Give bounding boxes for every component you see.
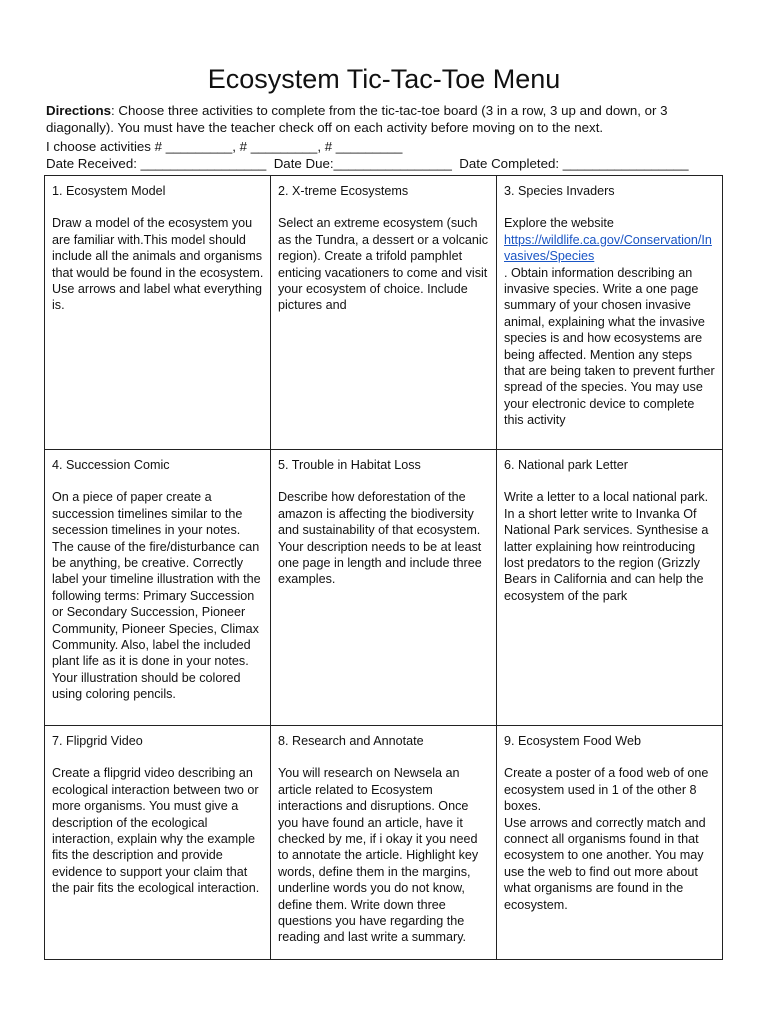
activity-description: You will research on Newsela an article related to Ecosystem interactions and disruptions. Once you have found an article, have it checked by me, if i okay it you need to annotate the article. Highlight key words, define them in the margins, underline words you do not know, define them. Write down three questions you have regarding the reading and last write a summary. xyxy=(278,766,479,945)
activity-title: 2. X-treme Ecosystems xyxy=(278,184,409,198)
activity-cell-2 xyxy=(271,176,497,450)
page-title: Ecosystem Tic-Tac-Toe Menu xyxy=(207,64,561,94)
activity-title: 3. Species Invaders xyxy=(504,184,615,198)
activity-cell-1 xyxy=(45,176,271,450)
activity-title: 5. Trouble in Habitat Loss xyxy=(278,458,421,472)
activity-title: 9. Ecosystem Food Web xyxy=(504,734,641,748)
activity-description: Draw a model of the ecosystem you are familiar with.This model should include all the animals and organisms that would be found in the ecosystem. Use arrows and label what everything is. xyxy=(52,216,264,313)
activity-description: Write a letter to a local national park. In a short letter write to Invanka Of National Park services. Synthesise a latter explaining how reintroducing lost predators to the region (Grizzly Bears in California and can help the ecosystem of the park xyxy=(504,490,709,603)
activity-cell-4 xyxy=(45,450,271,726)
board-row xyxy=(45,450,723,726)
activity-title: 4. Succession Comic xyxy=(52,458,170,472)
activity-description-rest: . Obtain information describing an invasive species. Write a one page summary of your chosen invasive animal, explaining what the invasive species is and how ecosystems are being affected. Mention any steps that are being taken to prevent further spread of the species. You may use your electronic device to complete this activity xyxy=(504,265,715,428)
activity-description xyxy=(504,765,716,913)
activity-description-part-1: Create a poster of a food web of one ecosystem used in 1 of the other 8 boxes. xyxy=(504,766,709,814)
board-row xyxy=(45,176,723,450)
choose-activities-line: I choose activities # _________, # _________, # _________ xyxy=(46,139,403,154)
activity-cell-5 xyxy=(271,450,497,726)
activity-description-intro: Explore the website xyxy=(504,216,614,231)
activity-cell-6 xyxy=(497,450,723,726)
wildlife-website-link[interactable]: https://wildlife.ca.gov/Conservation/Invasives/Species xyxy=(504,232,712,264)
activity-cell-3 xyxy=(497,176,723,450)
activity-cell-9 xyxy=(497,726,723,960)
directions-text: : Choose three activities to complete from the tic-tac-toe board (3 in a row, 3 up and down, or 3 diagonally). You must have the teacher check off on each activity before moving on to the next. xyxy=(46,103,668,135)
board-row xyxy=(45,726,723,960)
directions-paragraph xyxy=(46,102,726,136)
activity-title: 6. National park Letter xyxy=(504,458,628,472)
activity-title: 1. Ecosystem Model xyxy=(52,184,166,198)
activity-description: On a piece of paper create a succession timelines similar to the secession timelines in your notes. The cause of the fire/disturbance can be anything, be creative. Correctly label your timeline illustration with the following terms: Primary Succession or Secondary Succession, Pioneer Community, Pioneer Species, Climax Community. Also, label the included plant life as it is done in your notes. Your illustration should be colored using coloring pencils. xyxy=(52,490,261,702)
activity-description xyxy=(504,215,716,428)
activity-cell-7 xyxy=(45,726,271,960)
activity-description: Select an extreme ecosystem (such as the Tundra, a dessert or a volcanic region). Create a trifold pamphlet enticing vacationers to come and visit your ecosystem of choice. Include pictures and xyxy=(278,216,489,313)
activity-title: 8. Research and Annotate xyxy=(278,734,424,748)
tic-tac-toe-board xyxy=(44,175,723,960)
activity-title: 7. Flipgrid Video xyxy=(52,734,143,748)
activity-cell-8 xyxy=(271,726,497,960)
activity-description: Describe how deforestation of the amazon is affecting the biodiversity and sustainability of that ecosystem. Your description needs to be at least one page in length and include three examples. xyxy=(278,490,482,587)
activity-description: Create a flipgrid video describing an ecological interaction between two or more organisms. You must give a description of the ecological interaction, explain why the example fits the description and provide evidence to support your claim that the pair fits the ecological interaction. xyxy=(52,766,260,896)
dates-line: Date Received: _________________ Date Due:________________ Date Completed: _________________ xyxy=(46,156,689,171)
activity-description-part-2: Use arrows and correctly match and connect all organisms found in that ecosystem to one another. You may use the web to find out more about what organisms are found in the ecosystem. xyxy=(504,815,706,912)
directions-label: Directions xyxy=(46,103,112,118)
